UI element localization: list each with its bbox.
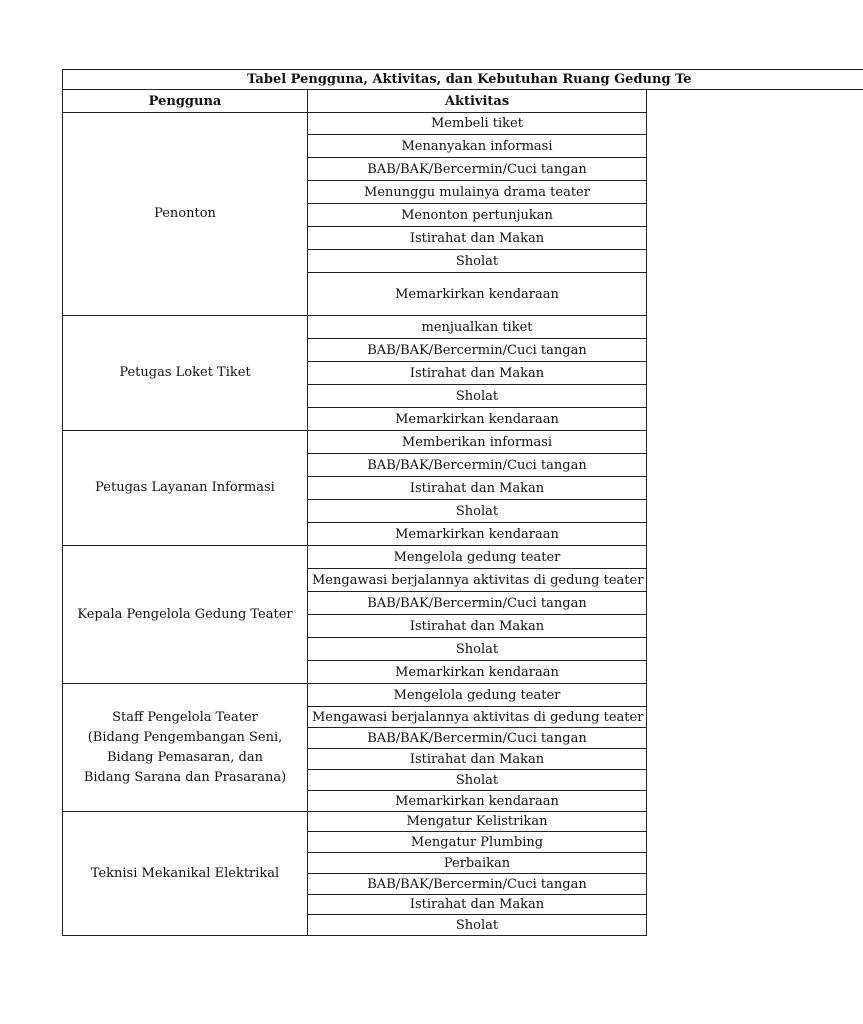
table-row	[63, 684, 863, 707]
clipped-column-cell	[647, 135, 863, 158]
clipped-column-cell	[647, 895, 863, 915]
clipped-column-cell	[647, 385, 863, 408]
activity-cell: Membeli tiket	[308, 113, 647, 135]
activity-cell: Sholat	[308, 385, 647, 408]
clipped-column-cell	[647, 477, 863, 500]
clipped-column-cell	[647, 227, 863, 250]
activity-cell: Memberikan informasi	[308, 431, 647, 454]
clipped-column-cell	[647, 684, 863, 707]
user-cell-line: Staff Pengelola Teater	[112, 709, 258, 725]
user-cell: Petugas Loket Tiket	[63, 316, 308, 431]
table-row	[63, 546, 863, 569]
clipped-column-cell	[647, 181, 863, 204]
table-title-row	[63, 70, 863, 90]
clipped-column-cell	[647, 791, 863, 812]
clipped-column-cell	[647, 454, 863, 477]
clipped-column-cell	[647, 915, 863, 936]
activity-cell: BAB/BAK/Bercermin/Cuci tangan	[308, 339, 647, 362]
clipped-column-cell	[647, 638, 863, 661]
user-cell: Kepala Pengelola Gedung Teater	[63, 546, 308, 684]
activity-cell: Istirahat dan Makan	[308, 227, 647, 250]
activity-cell: Menanyakan informasi	[308, 135, 647, 158]
activity-cell: Istirahat dan Makan	[308, 895, 647, 915]
clipped-column-cell	[647, 158, 863, 181]
clipped-column-cell	[647, 749, 863, 770]
clipped-column-cell	[647, 546, 863, 569]
activity-cell: Sholat	[308, 770, 647, 791]
activity-cell: Istirahat dan Makan	[308, 362, 647, 385]
activity-cell: Sholat	[308, 638, 647, 661]
clipped-column-cell	[647, 500, 863, 523]
table-row	[63, 812, 863, 832]
activity-cell: Sholat	[308, 250, 647, 273]
activity-cell: Memarkirkan kendaraan	[308, 791, 647, 812]
header-pengguna: Pengguna	[63, 90, 308, 113]
clipped-column-cell	[647, 770, 863, 791]
activity-cell: Istirahat dan Makan	[308, 615, 647, 638]
clipped-column-cell	[647, 812, 863, 832]
user-cell: Petugas Layanan Informasi	[63, 431, 308, 546]
table-row	[63, 431, 863, 454]
user-activity-table	[62, 69, 863, 936]
clipped-column-cell	[647, 615, 863, 638]
table-row	[63, 113, 863, 135]
activity-cell: Mengatur Kelistrikan	[308, 812, 647, 832]
activity-cell: Menunggu mulainya drama teater	[308, 181, 647, 204]
clipped-column-cell	[647, 592, 863, 615]
activity-cell: Mengatur Plumbing	[308, 832, 647, 853]
activity-cell: Sholat	[308, 500, 647, 523]
spreadsheet-table-container	[62, 69, 692, 936]
activity-cell: Memarkirkan kendaraan	[308, 273, 647, 316]
activity-cell: Mengelola gedung teater	[308, 684, 647, 707]
clipped-column-cell	[647, 661, 863, 684]
clipped-column-cell	[647, 707, 863, 728]
user-cell-line: Bidang Pemasaran, dan	[106, 749, 263, 765]
header-kebutuhan-clipped	[647, 90, 863, 113]
activity-cell: Menonton pertunjukan	[308, 204, 647, 227]
user-cell-line: (Bidang Pengembangan Seni,	[87, 729, 283, 745]
clipped-column-cell	[647, 316, 863, 339]
header-aktivitas: Aktivitas	[308, 90, 647, 113]
clipped-column-cell	[647, 204, 863, 227]
clipped-column-cell	[647, 523, 863, 546]
clipped-column-cell	[647, 853, 863, 874]
clipped-column-cell	[647, 273, 863, 316]
activity-cell: Mengelola gedung teater	[308, 546, 647, 569]
activity-cell: Memarkirkan kendaraan	[308, 408, 647, 431]
activity-cell: Istirahat dan Makan	[308, 477, 647, 500]
activity-cell: Istirahat dan Makan	[308, 749, 647, 770]
clipped-column-cell	[647, 250, 863, 273]
clipped-column-cell	[647, 832, 863, 853]
activity-cell: Memarkirkan kendaraan	[308, 523, 647, 546]
clipped-column-cell	[647, 431, 863, 454]
user-cell: Penonton	[63, 113, 308, 316]
activity-cell: BAB/BAK/Bercermin/Cuci tangan	[308, 158, 647, 181]
activity-cell: menjualkan tiket	[308, 316, 647, 339]
table-title: Tabel Pengguna, Aktivitas, dan Kebutuhan Ruang Gedung Te	[63, 70, 863, 90]
activity-cell: BAB/BAK/Bercermin/Cuci tangan	[308, 874, 647, 895]
user-cell: Teknisi Mekanikal Elektrikal	[63, 812, 308, 936]
clipped-column-cell	[647, 569, 863, 592]
clipped-column-cell	[647, 113, 863, 135]
user-cell	[63, 684, 308, 812]
activity-cell: BAB/BAK/Bercermin/Cuci tangan	[308, 454, 647, 477]
activity-cell: Mengawasi berjalannya aktivitas di gedung teater	[308, 707, 647, 728]
user-cell-line: Bidang Sarana dan Prasarana)	[83, 769, 287, 785]
activity-cell: Mengawasi berjalannya aktivitas di gedung teater	[308, 569, 647, 592]
activity-cell: BAB/BAK/Bercermin/Cuci tangan	[308, 728, 647, 749]
clipped-column-cell	[647, 728, 863, 749]
activity-cell: Memarkirkan kendaraan	[308, 661, 647, 684]
clipped-column-cell	[647, 408, 863, 431]
activity-cell: Perbaikan	[308, 853, 647, 874]
activity-cell: Sholat	[308, 915, 647, 936]
activity-cell: BAB/BAK/Bercermin/Cuci tangan	[308, 592, 647, 615]
table-row	[63, 316, 863, 339]
clipped-column-cell	[647, 362, 863, 385]
clipped-column-cell	[647, 339, 863, 362]
clipped-column-cell	[647, 874, 863, 895]
header-row	[63, 90, 863, 113]
